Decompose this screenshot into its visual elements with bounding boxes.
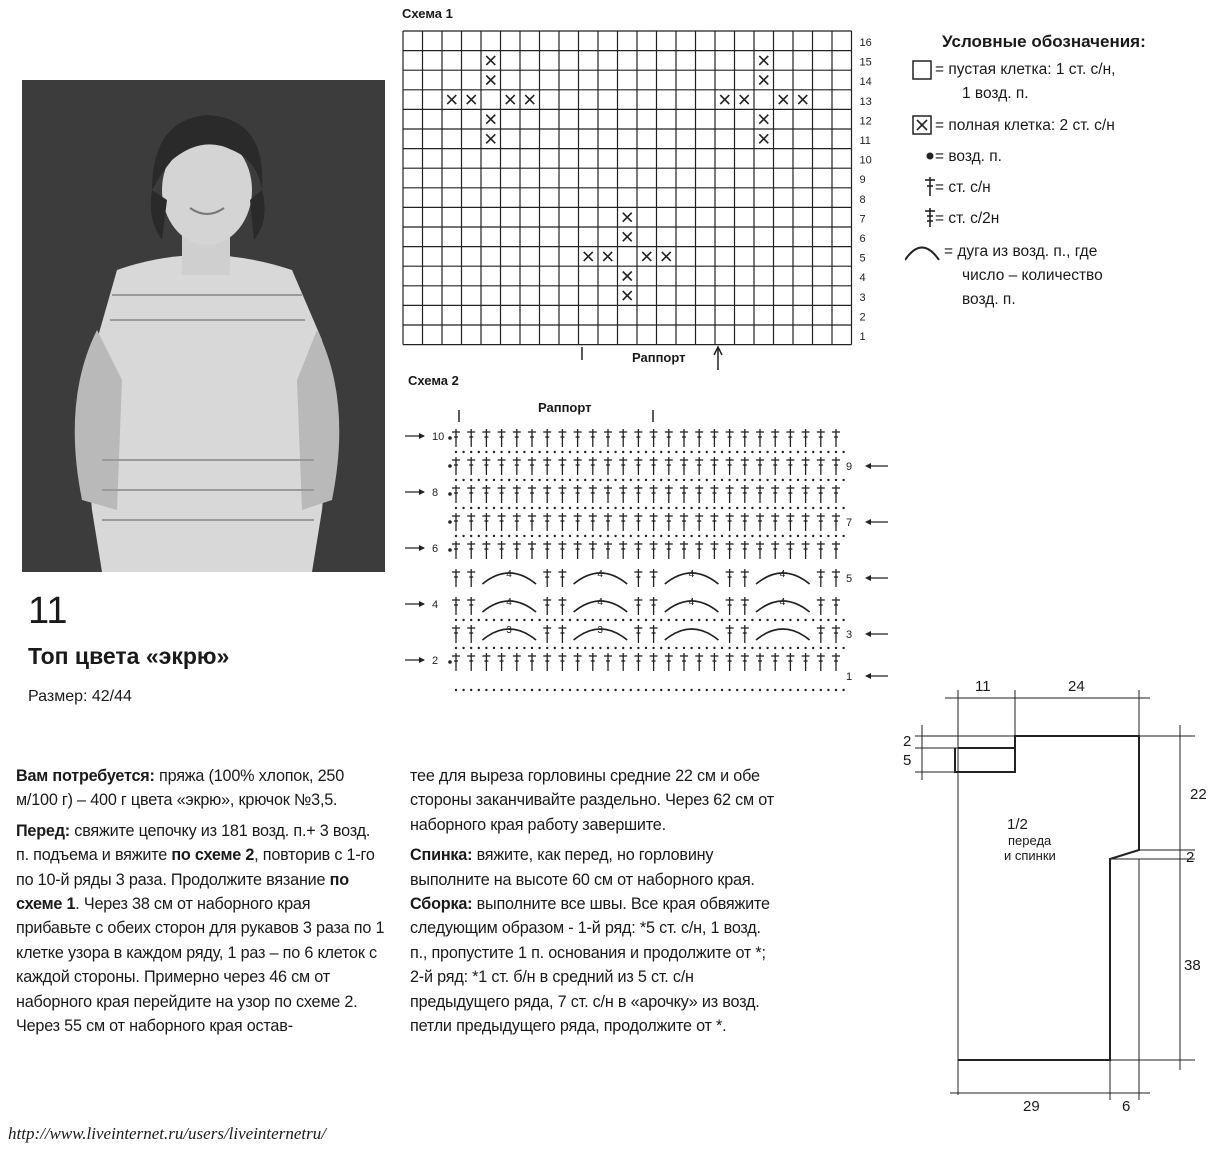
scheme2-row-left: 8: [432, 487, 439, 499]
front-text-continued: тее для выреза горловины средние 22 см и обе стороны заканчивайте раздельно. Через 62 см от наборного края работу завершите.: [410, 767, 774, 834]
arc-count-label: 4: [688, 597, 695, 608]
scheme1-row-number: 15: [859, 56, 872, 69]
arc-icon: [905, 248, 939, 261]
dc-icon: [925, 177, 935, 196]
legend-arc-1: = дуга из возд. п., где: [944, 243, 1098, 260]
scheme1-row-number: 2: [859, 311, 866, 324]
filled-cell-mark: [740, 95, 749, 104]
filled-cell-mark: [720, 95, 729, 104]
legend-arc-3: возд. п.: [962, 291, 1016, 308]
filled-cell-mark: [623, 291, 632, 300]
filled-cell-mark: [798, 95, 807, 104]
scheme1-rapport: Раппорт: [632, 350, 686, 365]
scheme2-row-right: 5: [846, 573, 853, 585]
dim-22: 22: [1190, 786, 1207, 803]
arc-count-label: 4: [506, 597, 512, 608]
scheme1-row-number: 16: [859, 37, 872, 49]
legend-empty-cell: = пустая клетка: 1 ст. с/н,: [935, 61, 1116, 78]
garment-schematic: [895, 670, 1215, 1125]
scheme2-row-right: 3: [846, 629, 853, 641]
assembly-heading: Сборка:: [410, 895, 473, 914]
scheme1-row-number: 7: [859, 213, 866, 226]
chain-arc: [756, 629, 810, 640]
tr-icon: [925, 208, 935, 227]
filled-cell-mark: [759, 56, 768, 65]
filled-cell-mark: [486, 76, 495, 85]
dim-6: 6: [1122, 1098, 1131, 1115]
filled-cell-mark: [779, 95, 788, 104]
filled-cell-mark: [506, 95, 515, 104]
arc-count-label: 4: [597, 569, 603, 580]
scheme1-row-number: 8: [859, 193, 866, 206]
legend-chain: = возд. п.: [935, 148, 1002, 165]
dim-29: 29: [1023, 1098, 1040, 1115]
dim-2-left: 2: [903, 733, 912, 750]
scheme1-row-number: 9: [859, 174, 866, 187]
instructions-col1: [16, 764, 386, 1038]
dim-2-right: 2: [1186, 849, 1195, 866]
size-line: Размер: 42/44: [28, 688, 132, 705]
dim-38: 38: [1184, 957, 1201, 974]
scheme1-row-number: 6: [859, 233, 866, 245]
filled-cell-mark: [759, 134, 768, 143]
materials-text: пряжа (100% хлопок, 250 м/100 г) – 400 г цвета «экрю», крючок №3,5.: [16, 767, 344, 810]
scheme2-row-left: 10: [432, 431, 445, 443]
scheme2-row-left: 6: [432, 543, 439, 555]
legend-dc: = ст. с/н: [935, 179, 991, 196]
back-heading: Спинка:: [410, 846, 473, 865]
arc-count-label: 3: [506, 625, 512, 636]
filled-cell-mark: [486, 134, 495, 143]
scheme1-row-number: 14: [859, 76, 872, 89]
schematic-label-fraction: 1/2: [1007, 816, 1028, 833]
arc-count-label: 4: [597, 597, 603, 608]
filled-cell-mark: [642, 252, 651, 261]
filled-cell-mark: [623, 213, 632, 222]
dim-24: 24: [1068, 678, 1085, 695]
legend-title: Условные обозначения:: [942, 32, 1146, 51]
filled-cell-mark: [662, 252, 671, 261]
filled-cell-mark: [486, 115, 495, 124]
materials-heading: Вам потребуется:: [16, 767, 155, 785]
scheme1-label: Схема 1: [402, 6, 453, 21]
scheme2-row-left: 2: [432, 655, 439, 667]
front-bold-1: по схеме 2: [171, 846, 255, 865]
source-url: http://www.liveinternet.ru/users/liveinternetru/: [8, 1124, 326, 1143]
chain-dot-icon: [927, 153, 934, 160]
scheme1-row-number: 4: [859, 272, 866, 285]
assembly-text: выполните все швы. Все края обвяжите следующим образом - 1-й ряд: *5 ст. с/н, 1 возд. п., пропустите 1 п. основания и продолжите от *; 2-й ряд: *1 ст. б/н в средний из 5 ст. с/н предыдущего ряда, 7 ст. с/н в «арочку» из возд. петли предыдущего ряда, продолжите от *.: [410, 895, 770, 1036]
filled-cell-mark: [584, 252, 593, 261]
scheme1-row-number: 11: [859, 135, 871, 147]
arc-count-label: 3: [597, 625, 603, 636]
arc-count-label: 4: [779, 569, 786, 580]
scheme1-grid: [395, 25, 895, 375]
scheme2-row-left: 4: [432, 599, 439, 611]
front-text-1: свяжите цепочку из 181 возд. п.+ 3 возд. п. подъема и вяжите: [16, 821, 371, 865]
dim-5: 5: [903, 752, 912, 769]
arc-count-label: 4: [506, 569, 512, 580]
scheme1-row-number: 13: [859, 95, 872, 108]
legend-full-cell: = полная клетка: 2 ст. с/н: [935, 117, 1115, 134]
scheme2-label: Схема 2: [408, 373, 459, 388]
chain-arc: [665, 629, 719, 640]
scheme2-row-right: 9: [846, 461, 853, 473]
scheme1-row-number: 10: [859, 154, 872, 167]
empty-cell-icon: [913, 61, 931, 79]
scheme1-row-number: 3: [859, 291, 866, 304]
filled-cell-mark: [603, 252, 612, 261]
scheme1-row-number: 1: [859, 331, 866, 343]
pattern-title: Топ цвета «экрю»: [28, 643, 230, 669]
filled-cell-mark: [759, 76, 768, 85]
legend-tr: = ст. с/2н: [935, 210, 1000, 227]
scheme2-diagram: [400, 405, 895, 695]
filled-cell-mark: [759, 115, 768, 124]
legend-empty-cell-2: 1 возд. п.: [962, 85, 1029, 102]
front-text-2: , повторив с 1-го по 10-й ряды 3 раза. Продолжите вязание: [16, 846, 375, 889]
instructions-col2: [410, 764, 782, 1044]
model-photo: [22, 80, 385, 572]
front-text-3: . Через 38 см от наборного края прибавьте с обеих сторон для рукавов 3 раза по 1 клетке узора в каждом ряду, 1 раз – по 6 клеток с каждой стороны. Примерно через 46 см от наборного края перейдите на узор по схеме 2. Через 55 см от наборного края остав-: [16, 895, 385, 1036]
schematic-label-front: переда: [1008, 833, 1052, 848]
scheme1-row-number: 5: [859, 252, 866, 265]
scheme1-row-number: 12: [859, 115, 872, 128]
filled-cell-mark: [623, 232, 632, 241]
filled-cell-mark: [467, 95, 476, 104]
scheme2-row-right: 7: [846, 517, 853, 529]
schematic-label-back: и спинки: [1004, 848, 1056, 863]
filled-cell-mark: [447, 95, 456, 104]
scheme2-rapport: Раппорт: [538, 400, 592, 415]
scheme2-row-right: 1: [846, 671, 853, 683]
back-text: вяжите, как перед, но горловину выполните на высоте 60 см от наборного края.: [410, 846, 755, 889]
front-bold-2: по схеме 1: [16, 870, 349, 914]
filled-cell-mark: [486, 56, 495, 65]
arc-count-label: 4: [688, 569, 695, 580]
front-heading: Перед:: [16, 821, 70, 840]
pattern-number: 11: [28, 590, 68, 632]
legend-arc-2: число – количество: [962, 267, 1103, 284]
filled-cell-mark: [525, 95, 534, 104]
filled-cell-mark: [623, 272, 632, 281]
dim-11: 11: [975, 678, 991, 695]
arc-count-label: 4: [779, 597, 786, 608]
